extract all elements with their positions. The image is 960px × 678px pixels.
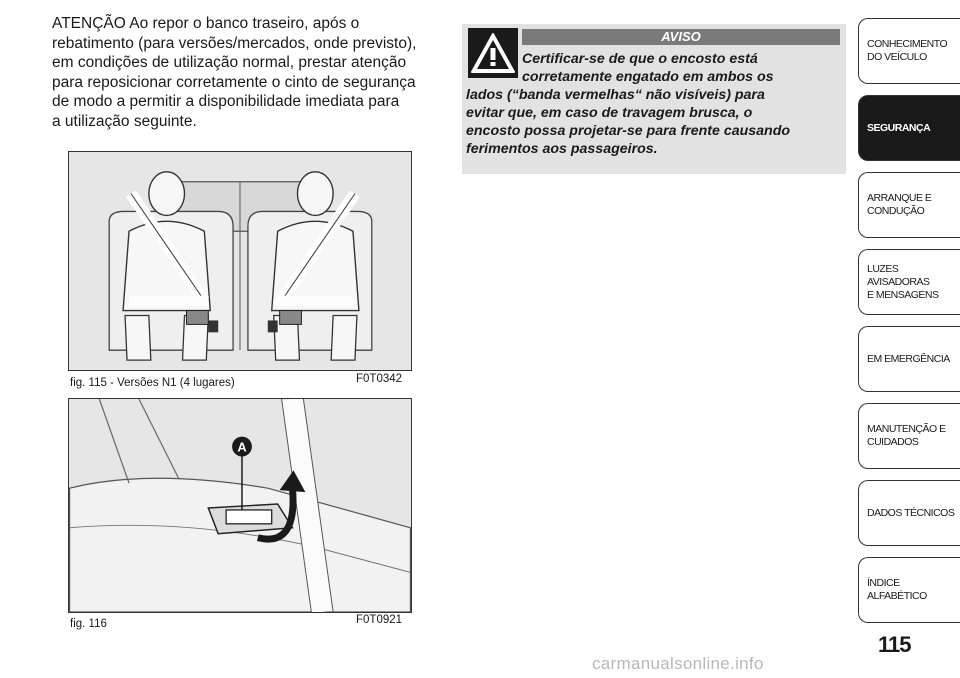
seat-latch-drawing bbox=[69, 399, 411, 612]
warning-line: lados (“banda vermelhas“ não visíveis) para bbox=[466, 87, 765, 103]
figure-115-caption: fig. 115 - Versões N1 (4 lugares) bbox=[70, 377, 235, 389]
tab-manutencao-e-cuidados[interactable]: MANUTENÇÃO E CUIDADOS bbox=[858, 403, 960, 469]
intro-line: ATENÇÃO Ao repor o banco traseiro, após o bbox=[52, 15, 360, 32]
warning-line: encosto possa projetar-se para frente causando bbox=[466, 123, 791, 139]
intro-line: de modo a permitir a disponibilidade imediata para bbox=[52, 93, 400, 110]
figure-115-illustration bbox=[68, 151, 412, 371]
warning-box bbox=[462, 24, 846, 174]
warning-line: evitar que, em caso de travagem brusca, o bbox=[466, 105, 753, 121]
tab-luzes-avisadoras[interactable]: LUZES AVISADORAS E MENSAGENS bbox=[858, 249, 960, 315]
warning-title: AVISO bbox=[522, 29, 840, 45]
intro-line: rebatimento (para versões/mercados, onde previsto), bbox=[52, 34, 417, 52]
intro-line: em condições de utilização normal, prestar atenção bbox=[52, 54, 407, 71]
warning-line: corretamente engatado em ambos os bbox=[522, 69, 774, 85]
intro-line: para reposicionar corretamente o cinto de segurança bbox=[52, 73, 416, 91]
tab-arranque-e-conducao[interactable]: ARRANQUE E CONDUÇÃO bbox=[858, 172, 960, 238]
tab-dados-tecnicos[interactable]: DADOS TÉCNICOS bbox=[858, 480, 960, 546]
tab-conhecimento-do-veiculo[interactable]: CONHECIMENTO DO VEÍCULO bbox=[858, 18, 960, 84]
figure-116-illustration bbox=[68, 398, 412, 613]
warning-line: Certificar-se de que o encosto está bbox=[522, 51, 758, 67]
warning-line: ferimentos aos passageiros. bbox=[466, 141, 658, 157]
warning-text bbox=[466, 50, 840, 158]
page-number: 115 bbox=[878, 632, 911, 657]
figure-116-caption: fig. 116 bbox=[70, 618, 107, 630]
callout-a-label: A bbox=[237, 439, 247, 455]
intro-line: a utilização seguinte. bbox=[52, 112, 197, 130]
tab-seguranca[interactable]: SEGURANÇA bbox=[858, 95, 960, 161]
tab-indice-alfabetico[interactable]: ÍNDICE ALFABÉTICO bbox=[858, 557, 960, 623]
watermark: carmanualsonline.info bbox=[592, 654, 764, 673]
figure-115-code: F0T0342 bbox=[356, 373, 403, 385]
figure-116-code: F0T0921 bbox=[356, 614, 403, 626]
tab-em-emergencia[interactable]: EM EMERGÊNCIA bbox=[858, 326, 960, 392]
seat-belts-drawing bbox=[69, 152, 411, 370]
intro-paragraph bbox=[52, 14, 442, 131]
